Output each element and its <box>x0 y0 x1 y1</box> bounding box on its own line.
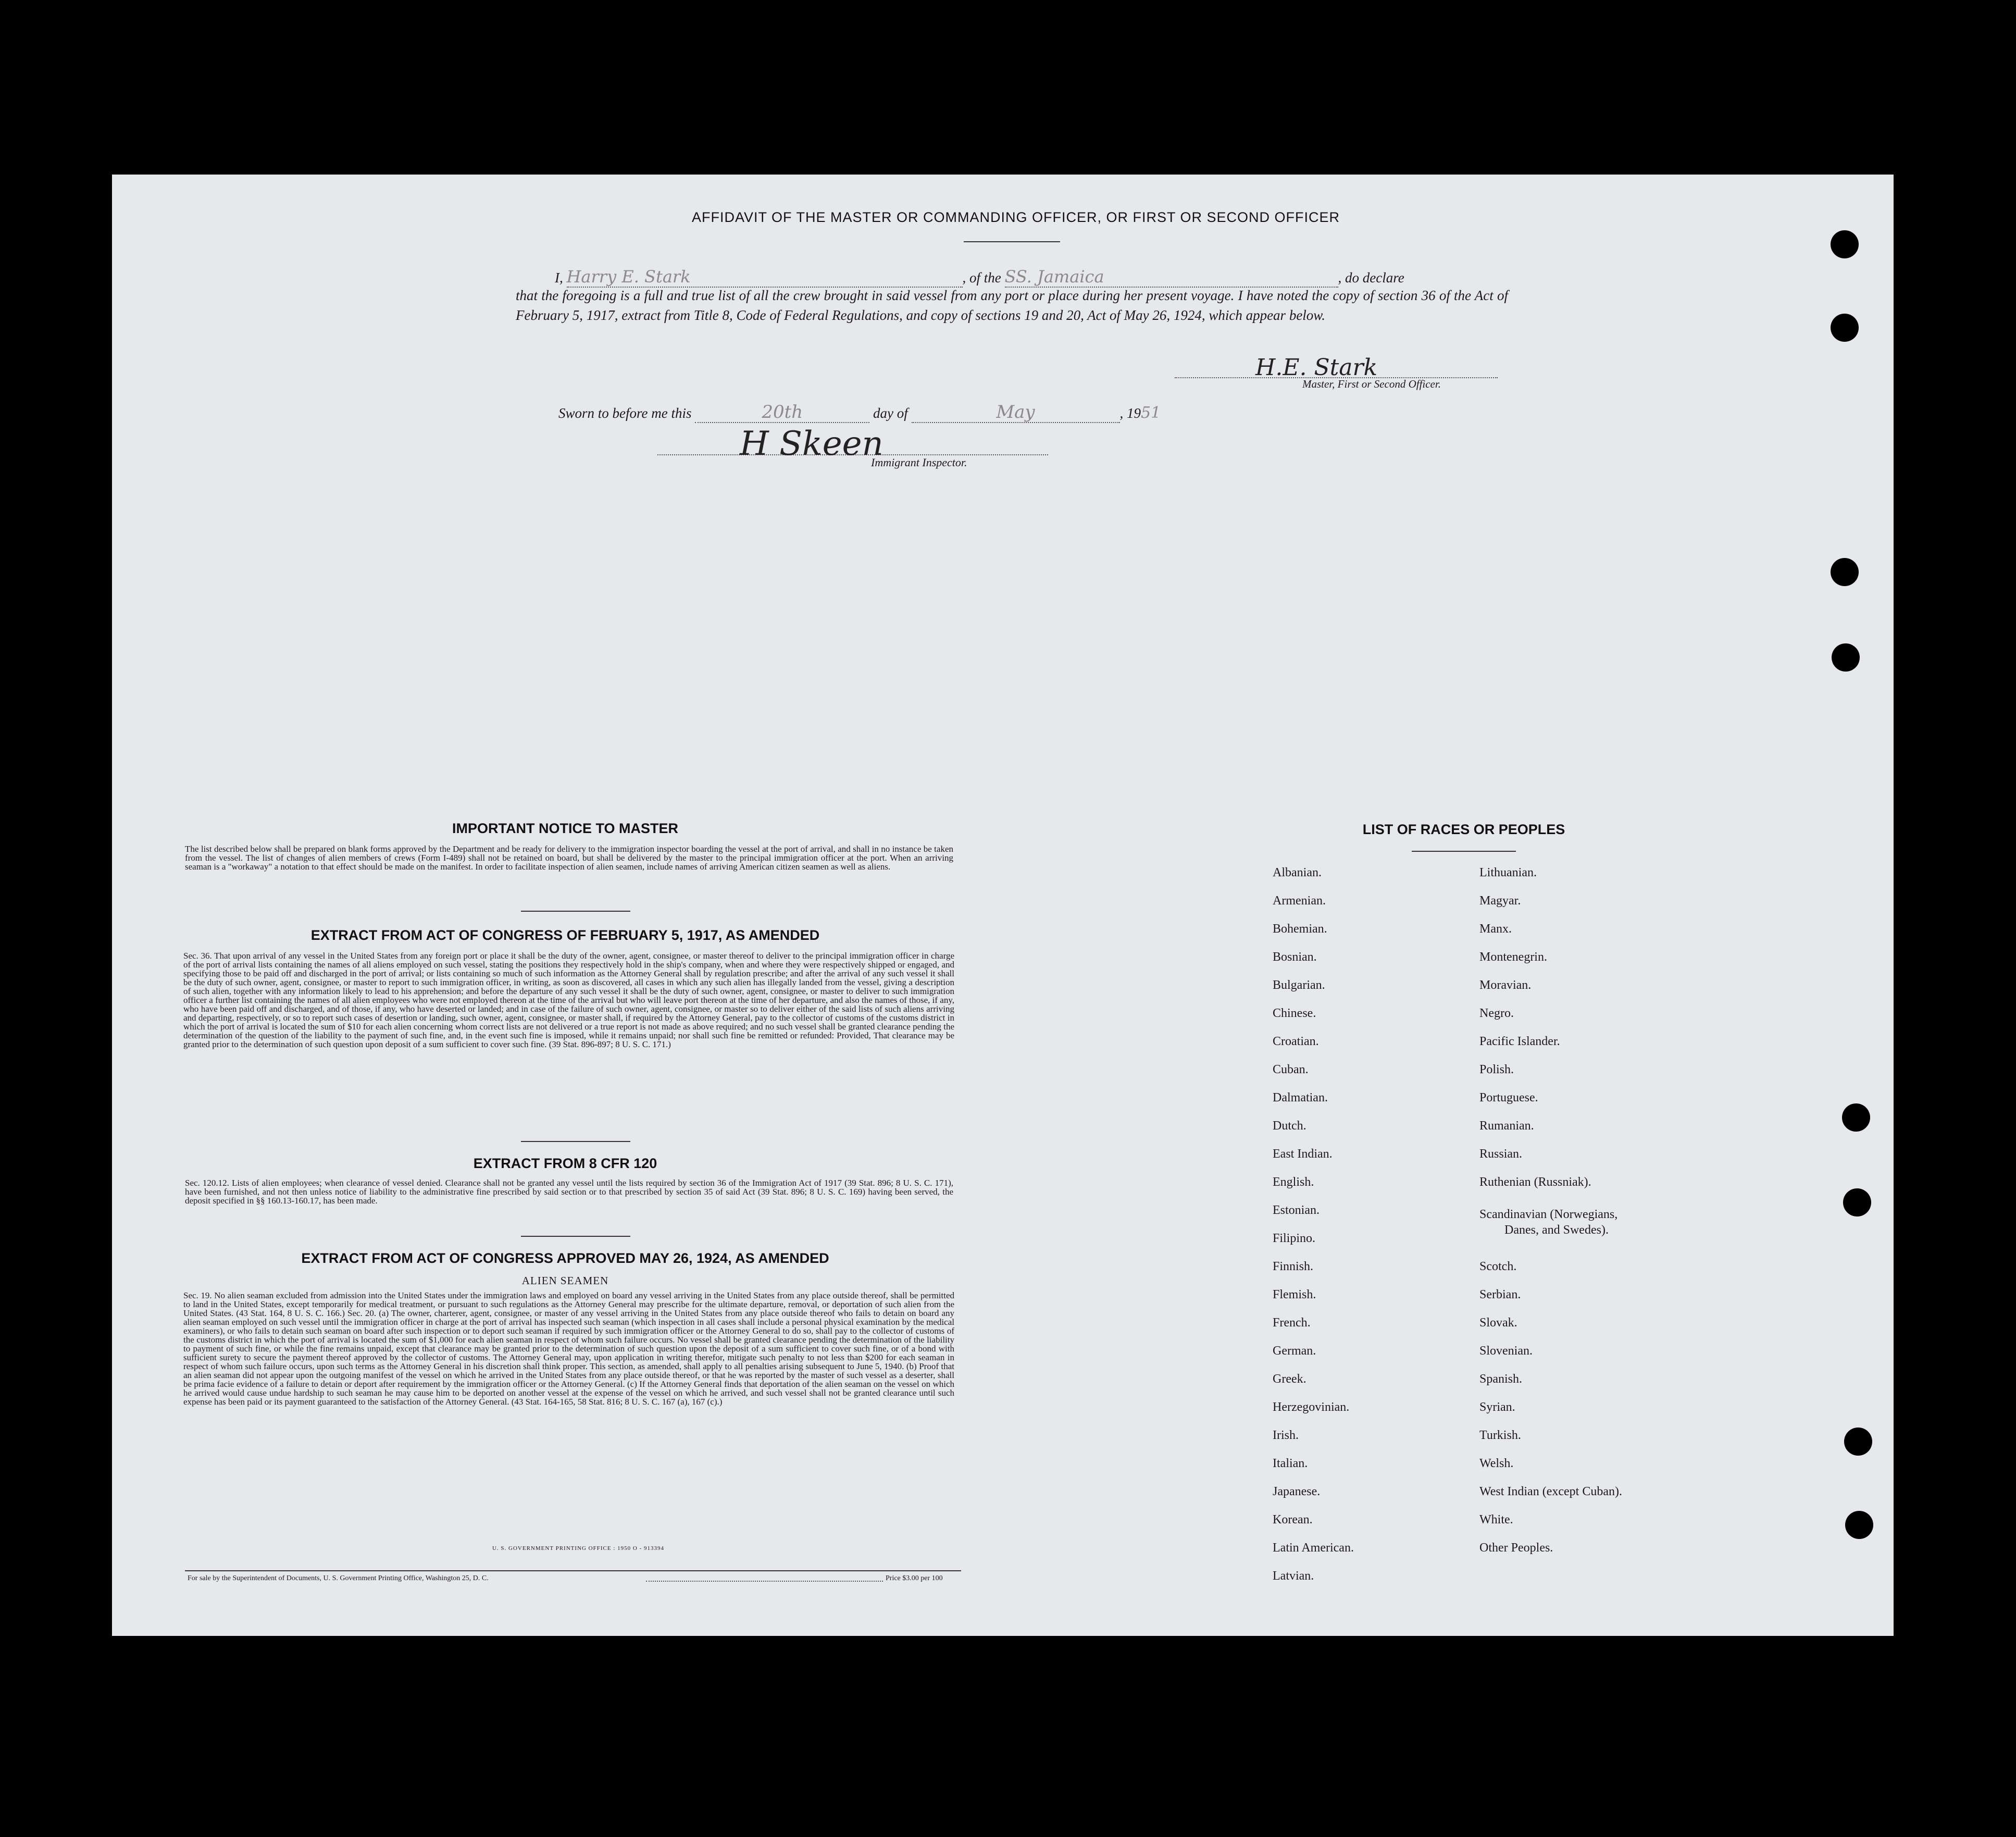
race-item: Serbian. <box>1479 1288 1521 1301</box>
extract-1924-subtitle: ALIEN SEAMEN <box>521 1274 609 1287</box>
sworn-year-handwritten: 51 <box>1141 404 1161 422</box>
race-item: Irish. <box>1273 1429 1299 1442</box>
extract-1924-title: EXTRACT FROM ACT OF CONGRESS APPROVED MAY 26, 1924, AS AMENDED <box>301 1250 829 1266</box>
race-item: Finnish. <box>1273 1260 1314 1273</box>
race-item: Russian. <box>1479 1147 1523 1161</box>
race-item: Italian. <box>1273 1457 1308 1470</box>
race-item: Scandinavian (Norwegians, <box>1479 1208 1618 1221</box>
vessel-name-handwritten: SS. Jamaica <box>1005 267 1338 288</box>
punch-hole <box>1842 1103 1870 1132</box>
race-item: Japanese. <box>1273 1485 1321 1498</box>
race-item: Latvian. <box>1273 1569 1314 1583</box>
race-item: Syrian. <box>1479 1400 1515 1414</box>
affidavit-body: that the foregoing is a full and true list of all the crew brought in said vessel from any port or place during her present voyage. I have noted the copy of section 36 of the Act of February 5, 1917, extract from Title 8, Code of Federal Regulations, and copy of sections 19 and 20, Act of May 26, 1924, which appear below. <box>516 288 1508 323</box>
printer-line: U. S. GOVERNMENT PRINTING OFFICE : 1950 O - 913394 <box>492 1545 664 1551</box>
punch-hole <box>1843 1188 1871 1217</box>
race-item: Danes, and Swedes). <box>1504 1223 1609 1237</box>
sworn-day-handwritten: 20th <box>695 402 869 423</box>
master-signature: H.E. Stark <box>1255 354 1378 381</box>
document-page <box>112 175 1894 1636</box>
race-item: Dalmatian. <box>1273 1091 1328 1104</box>
title-rule <box>964 241 1060 242</box>
race-item: Manx. <box>1479 922 1512 936</box>
race-item: Montenegrin. <box>1479 950 1547 964</box>
race-item: Bulgarian. <box>1273 978 1325 992</box>
race-item: Flemish. <box>1273 1288 1316 1301</box>
race-item: West Indian (except Cuban). <box>1479 1485 1622 1498</box>
race-item: Negro. <box>1479 1007 1514 1020</box>
race-item: Rumanian. <box>1479 1119 1534 1133</box>
inspector-caption: Immigrant Inspector. <box>871 456 967 469</box>
master-name-handwritten: Harry E. Stark <box>567 267 963 288</box>
race-item: Slovak. <box>1479 1316 1517 1330</box>
race-item: Other Peoples. <box>1479 1541 1553 1555</box>
footer-rule <box>185 1570 961 1571</box>
race-item: Latin American. <box>1273 1541 1354 1555</box>
race-item: Slovenian. <box>1479 1344 1533 1358</box>
race-item: Turkish. <box>1479 1429 1521 1442</box>
punch-hole <box>1831 314 1859 342</box>
notice-text: The list described below shall be prepared on blank forms approved by the Department and be ready for delivery to the immigration inspector boarding the vessel at the port of arrival, and shall in no instance be taken from the vessel. The list of changes of alien members of crews (Form I-489) shall not be retained on board, but shall be delivered by the master to the principal immigration officer at the port. When an arriving seaman is a "workaway" a notation to that effect should be made on the manifest. In order to facilitate inspection of alien seamen, include names of arriving American citizen seamen as well as aliens. <box>185 844 953 872</box>
race-item: East Indian. <box>1273 1147 1333 1161</box>
race-item: Chinese. <box>1273 1007 1316 1020</box>
race-item: English. <box>1273 1175 1314 1189</box>
declaration-suffix: , do declare <box>1338 270 1404 286</box>
race-item: Magyar. <box>1479 894 1521 908</box>
sworn-prefix: Sworn to before me this <box>558 405 692 421</box>
affidavit-declaration-line <box>555 267 1508 288</box>
extract-1924-text: Sec. 19. No alien seaman excluded from admission into the United States under the immigration laws and employed on board any vessel arriving in the United States from any place outside thereof, shall be permitted to land in the United States, except temporarily for medical treatment, or pursuant to such regulations as the Attorney General may prescribe for the ultimate departure, removal, or deportation of such alien from the United States. (43 Stat. 164, 8 U. S. C. 166.) Sec. 20. (a) The owner, charterer, agent, consignee, or master of any vessel arriving in the United States from any place outside thereof who fails to detain on board any alien seaman employed on such vessel until the immigration officer in charge at the port of arrival has inspected such seaman (which inspection in all cases shall include a personal physical examination by the medical examiners), or who fails to detain such seaman on board after such inspection or to deport such seaman if required by such immigration officer or the Attorney General to do so, shall pay to the collector of customs of the customs district in which the port of arrival is located the sum of $1,000 for each alien seaman in respect of whom such failure occurs. No vessel shall be granted clearance pending the determination of the liability to payment of such fine, or while the fine remains unpaid, except that clearance may be granted prior to the determination of such question upon the deposit of a sum sufficient to cover such fine, or of a bond with sufficient surety to secure the payment thereof approved by the collector of customs. The Attorney General may, upon application in writing therefor, mitigate such penalty to not less than $200 for each seaman in respect of whom such failure occurs, upon such terms as the Attorney General in his discretion shall think proper. This section, as amended, shall apply to all penalties arising subsequent to June 5, 1940. (b) Proof that an alien seaman did not appear upon the outgoing manifest of the vessel on which he arrived in the United States from any place outside thereof, or that he was reported by the master of such vessel as a deserter, shall be prima facie evidence of a failure to detain or deport after requirement by the immigration officer or the Attorney General. (c) If the Attorney General finds that deportation of the alien seaman on the vessel on which he arrived would cause undue hardship to such seaman he may cause him to be deported on another vessel at the expense of the vessel on which he arrived, and such vessel shall not be granted clearance until such expense has been paid or its payment guaranteed to the satisfaction of the Attorney General. (43 Stat. 164-165, 58 Stat. 816; 8 U. S. C. 167 (a), 167 (c).) <box>183 1290 954 1407</box>
declaration-mid: , of the <box>962 270 1001 286</box>
affidavit-title: AFFIDAVIT OF THE MASTER OR COMMANDING OFFICER, OR FIRST OR SECOND OFFICER <box>691 209 1340 225</box>
race-item: Scotch. <box>1479 1260 1517 1273</box>
race-item: Bohemian. <box>1273 922 1327 936</box>
footer-leader <box>646 1581 883 1582</box>
extract-1917-text: Sec. 36. That upon arrival of any vessel in the United States from any foreign port or place it shall be the duty of the owner, agent, consignee, or master thereof to deliver to the principal immigration officer in charge of the port of arrival lists containing the names of all aliens employed on such vessel, stating the positions they respectively hold in the ship's company, when and where they were respectively shipped or engaged, and specifying those to be paid off and discharged in the port of arrival; or lists containing so much of such information as the Attorney General shall by regulation prescribe; and after the arrival of any such vessel it shall be the duty of such owner, agent, consignee, or master to report to such immigration officer, in writing, as soon as discovered, all cases in which any such alien has illegally landed from the vessel, giving a description of such alien, together with any information likely to lead to his apprehension; and before the departure of any such vessel it shall be the duty of such owner, agent, consignee, or master to deliver to such immigration officer a further list containing the names of all alien employees who were not employed thereon at the time of the arrival but who will leave port thereon at the time of her departure, and also the names of those, if any, who have been paid off and discharged, and of those, if any, who have deserted or landed; and in case of the failure of such owner, agent, consignee, or master so to deliver either of the said lists of such aliens arriving and departing, respectively, or so to report such cases of desertion or landing, such owner, agent, consignee, or master shall, if required by the Attorney General, pay to the collector of customs of the customs district in which the port of arrival is located the sum of $10 for each alien concerning whom correct lists are not delivered or a true report is not made as above required; and no such vessel shall be granted clearance pending the determination of the question of the liability to the payment of such fine, and, in the event such fine is imposed, while it remains unpaid; nor shall such fine be remitted or refunded: Provided, That clearance may be granted prior to the determination of such question upon deposit of a sum sufficient to cover such fine. (39 Stat. 896-897; 8 U. S. C. 171.) <box>183 951 954 1049</box>
race-item: French. <box>1273 1316 1311 1330</box>
race-item: Estonian. <box>1273 1203 1320 1217</box>
extract-8cfr-title: EXTRACT FROM 8 CFR 120 <box>473 1156 657 1171</box>
footer-right: Price $3.00 per 100 <box>886 1574 943 1582</box>
race-item: Portuguese. <box>1479 1091 1538 1104</box>
race-item: Korean. <box>1273 1513 1313 1526</box>
races-title: LIST OF RACES OR PEOPLES <box>1362 822 1565 837</box>
race-item: Polish. <box>1479 1063 1514 1076</box>
race-item: Ruthenian (Russniak). <box>1479 1175 1591 1189</box>
race-item: Cuban. <box>1273 1063 1309 1076</box>
race-item: Armenian. <box>1273 894 1326 908</box>
punch-hole <box>1831 558 1859 586</box>
master-signature-caption: Master, First or Second Officer. <box>1302 378 1441 390</box>
race-item: German. <box>1273 1344 1316 1358</box>
race-item: Filipino. <box>1273 1232 1316 1245</box>
punch-hole <box>1845 1511 1873 1539</box>
race-item: Croatian. <box>1273 1035 1319 1048</box>
extract-8cfr-text: Sec. 120.12. Lists of alien employees; when clearance of vessel denied. Clearance shall not be granted any vessel until the lists required by section 36 of the Immigration Act of 1917 (39 Stat. 896; 8 U. S. C. 171), have been furnished, and not then unless notice of liability to the administrative fine prescribed by said section or to that prescribed by section 35 of said Act (39 Stat. 896; 8 U. S. C. 169) having been served, the deposit specified in §§ 160.13-160.17, has been made. <box>185 1178 953 1206</box>
race-item: Lithuanian. <box>1479 866 1537 879</box>
section-rule <box>521 1141 630 1142</box>
sworn-mid: day of <box>873 405 908 421</box>
race-item: White. <box>1479 1513 1513 1526</box>
section-rule <box>521 911 630 912</box>
footer-left: For sale by the Superintendent of Documents, U. S. Government Printing Office, Washington 25, D. C. <box>188 1574 489 1582</box>
race-item: Herzegovinian. <box>1273 1400 1350 1414</box>
punch-hole <box>1831 230 1859 258</box>
race-item: Welsh. <box>1479 1457 1514 1470</box>
race-item: Spanish. <box>1479 1372 1523 1386</box>
extract-1917-title: EXTRACT FROM ACT OF CONGRESS OF FEBRUARY 5, 1917, AS AMENDED <box>310 927 820 943</box>
sworn-line <box>558 402 1288 423</box>
race-item: Dutch. <box>1273 1119 1306 1133</box>
races-title-rule <box>1412 851 1516 852</box>
race-item: Pacific Islander. <box>1479 1035 1560 1048</box>
race-item: Greek. <box>1273 1372 1306 1386</box>
race-item: Albanian. <box>1273 866 1322 879</box>
sworn-year-prefix: , 19 <box>1119 405 1141 421</box>
section-rule <box>521 1236 630 1237</box>
punch-hole <box>1832 643 1860 672</box>
declaration-prefix: I, <box>555 270 563 286</box>
race-item: Moravian. <box>1479 978 1532 992</box>
punch-hole <box>1844 1428 1872 1456</box>
notice-title: IMPORTANT NOTICE TO MASTER <box>452 821 678 836</box>
race-item: Bosnian. <box>1273 950 1317 964</box>
inspector-signature: H Skeen <box>740 425 883 463</box>
sworn-month-handwritten: May <box>912 402 1120 423</box>
